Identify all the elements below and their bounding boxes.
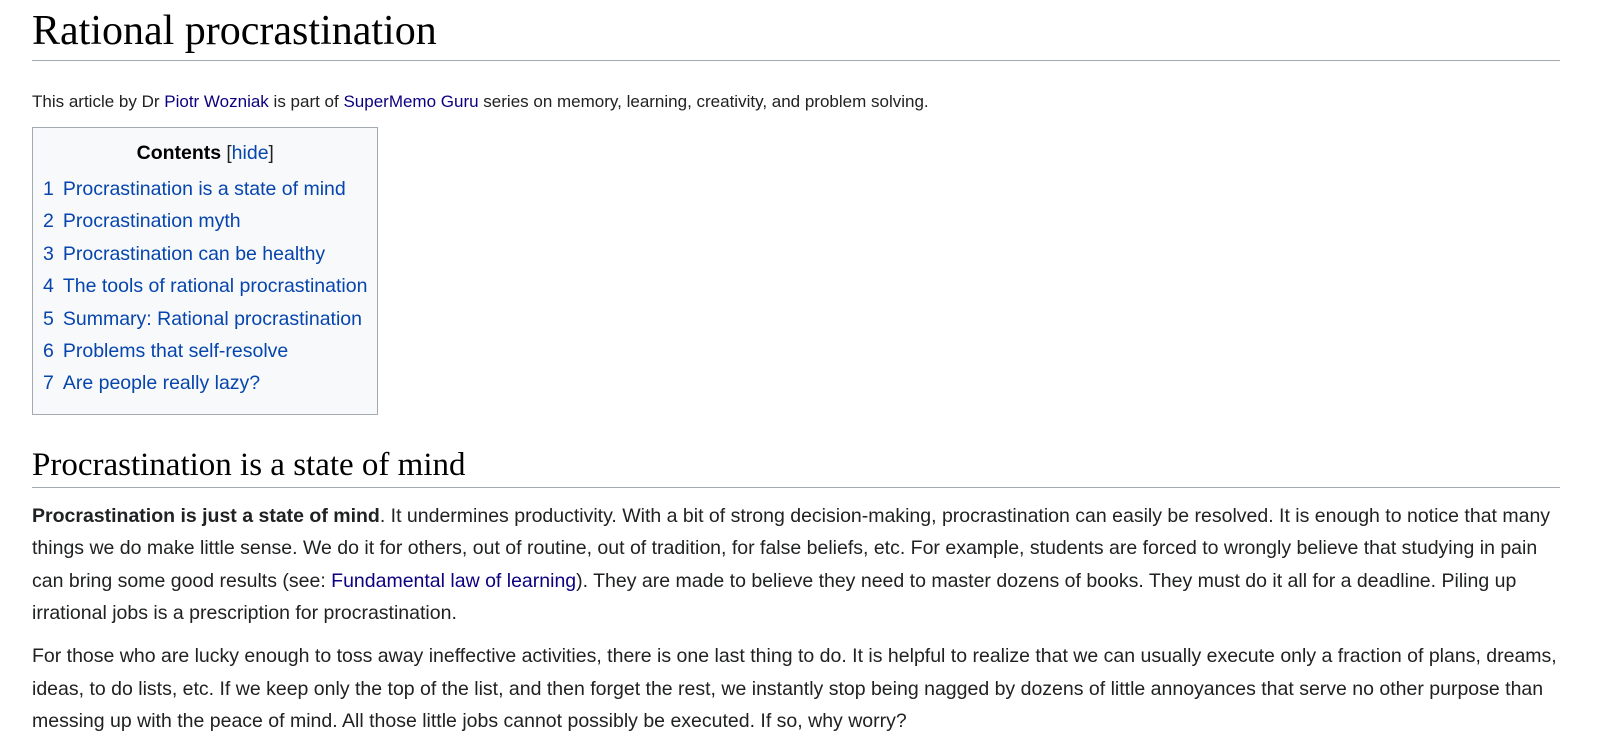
toc-item[interactable]	[43, 367, 367, 399]
toc-number: 1	[43, 178, 54, 200]
toc-text: Procrastination myth	[62, 210, 241, 233]
toc-link-6[interactable]	[43, 340, 288, 362]
toc-link-1[interactable]	[43, 178, 346, 200]
toc-text: The tools of rational procrastination	[62, 275, 368, 298]
toc-link-4[interactable]	[43, 275, 367, 297]
toc-toggle-open: [	[221, 143, 232, 164]
toc-toggle-close: ]	[268, 143, 274, 164]
toc-number: 4	[43, 275, 54, 298]
toc-hide-toggle[interactable]: hide	[231, 142, 269, 164]
toc-number: 5	[43, 307, 54, 330]
intro-prefix: This article by Dr	[32, 92, 165, 111]
toc-title: Contents	[136, 142, 222, 164]
toc-text: Are people really lazy?	[62, 372, 261, 395]
paragraph-text-cont: ). They are made to believe they need to master dozens of books. They must do it all for a deadline. Piling up irrational jobs is a prescription for procrastination.	[32, 569, 1517, 625]
paragraph-2: For those who are lucky enough to toss away ineffective activities, there is one last thing to do. It is helpful to realize that we can usually execute only a fraction of plans, dreams, ideas, to do lists, etc. If we keep only the top of the list, and then forget the rest, we instantly stop being nagged by dozens of little annoyances that serve no other purpose than messing up with the peace of mind. All those little jobs cannot possibly be executed. If so, why worry?	[32, 645, 1557, 733]
toc-link-5[interactable]	[43, 308, 362, 330]
toc-link-3[interactable]	[43, 243, 325, 265]
toc-list	[43, 173, 367, 400]
article-content	[32, 0, 1560, 738]
toc-text: Procrastination is a state of mind	[62, 178, 346, 200]
toc-text: Summary: Rational procrastination	[62, 307, 362, 330]
paragraph-text: . It undermines productivity. With a bit of strong decision-making, procrastination can easily be resolved. It is enough to notice that many things we do make little sense. We do it for others, out of routine, out of tradition, for false beliefs, etc. For example, students are forced to wrongly believe that studying in pain can bring some good results (see:	[32, 504, 1551, 592]
toc-item[interactable]	[43, 173, 367, 205]
toc-number: 7	[43, 372, 54, 395]
series-link[interactable]: SuperMemo Guru	[343, 92, 479, 111]
intro-suffix: series on memory, learning, creativity, and problem solving.	[478, 92, 929, 111]
toc-item[interactable]	[43, 270, 367, 302]
toc-item[interactable]	[43, 303, 367, 335]
toc-number: 6	[43, 340, 54, 363]
table-of-contents	[32, 127, 378, 415]
page-title: Rational procrastination	[32, 0, 1560, 61]
toc-text: Procrastination can be healthy	[62, 242, 326, 265]
toc-number: 2	[43, 210, 54, 233]
section-heading: Procrastination is a state of mind	[32, 441, 1560, 488]
toc-number: 3	[43, 242, 54, 265]
toc-item[interactable]	[43, 205, 367, 237]
intro-middle: is part of	[268, 92, 344, 111]
toc-text: Problems that self-resolve	[62, 340, 289, 363]
paragraph-bold-lead: Procrastination is just a state of mind	[32, 504, 380, 527]
paragraph-1	[32, 500, 1560, 630]
toc-header	[43, 140, 367, 167]
fundamental-law-link[interactable]: Fundamental law of learning	[331, 569, 577, 592]
toc-link-7[interactable]	[43, 372, 260, 394]
article-intro	[32, 91, 1560, 113]
toc-item[interactable]	[43, 238, 367, 270]
toc-item[interactable]	[43, 335, 367, 367]
toc-link-2[interactable]	[43, 210, 241, 232]
author-link[interactable]: Piotr Wozniak	[164, 92, 269, 111]
